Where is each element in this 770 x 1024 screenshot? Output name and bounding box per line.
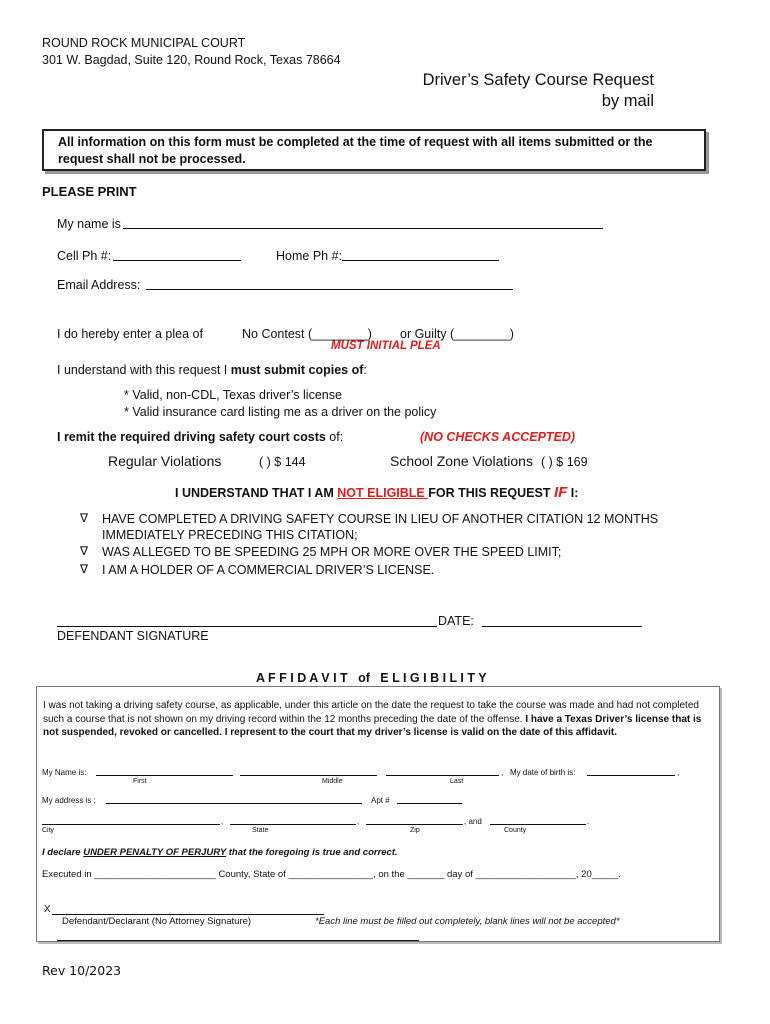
copies-item-insurance: * Valid insurance card listing me as a driver on the policy: [124, 405, 437, 419]
eligibility-suffix: I:: [567, 486, 579, 500]
eligibility-item-2: WAS ALLEGED TO BE SPEEDING 25 MPH OR MORE OVER THE SPEED LIMIT;: [102, 545, 562, 559]
costs-intro: [57, 430, 343, 444]
aff-county-caption: County: [504, 827, 527, 834]
aff-last-name-field[interactable]: [386, 775, 499, 776]
affidavit-paragraph-bold: I have a Texas Driver’s license that is not suspended, revoked or cancelled. I represent to the court that my driver’s license is valid on the date of this affidavit.: [43, 713, 702, 738]
aff-declare-post: that the foregoing is true and correct.: [226, 847, 398, 858]
aff-dob-field[interactable]: [587, 775, 675, 776]
aff-declarant-signature-field[interactable]: [52, 914, 324, 915]
school-zone-label: School Zone Violations: [390, 453, 533, 469]
home-phone-field[interactable]: [342, 260, 499, 261]
copies-intro-bold: must submit copies of: [230, 363, 364, 377]
aff-executed-line[interactable]: Executed in _______________________ County, State of ________________, on the _______ day of ___________________, 20_____.: [42, 869, 621, 880]
aff-city-field[interactable]: [42, 824, 220, 825]
aff-city-caption: City: [42, 827, 55, 834]
no-checks-accepted: (NO CHECKS ACCEPTED): [420, 430, 576, 444]
aff-first-caption: First: [133, 778, 147, 785]
costs-intro-bold: I remit the required driving safety court costs: [57, 430, 326, 444]
copies-item-license: * Valid, non-CDL, Texas driver’s license: [124, 388, 342, 402]
school-zone-amount[interactable]: ( ) $ 169: [541, 455, 588, 469]
triangle-bullet-icon: ∇: [80, 562, 89, 576]
email-label: Email Address:: [57, 278, 141, 292]
must-initial-plea: MUST INITIAL PLEA: [331, 340, 441, 352]
eligibility-pre: I UNDERSTAND THAT I AM: [175, 486, 338, 500]
aff-declaration: [42, 847, 398, 858]
aff-declare-under: UNDER PENALTY OF PERJURY: [83, 847, 227, 858]
eligibility-item-1-line-1: HAVE COMPLETED A DRIVING SAFETY COURSE IN LIEU OF ANOTHER CITATION 12 MONTHS: [102, 512, 659, 526]
defendant-signature-label: DEFENDANT SIGNATURE: [57, 629, 209, 643]
plea-no-contest[interactable]: No Contest (________): [242, 327, 372, 341]
aff-address-field[interactable]: [106, 803, 362, 804]
aff-first-name-field[interactable]: [96, 775, 233, 776]
please-print: PLEASE PRINT: [42, 184, 137, 199]
cell-phone-label: Cell Ph #:: [57, 249, 112, 263]
aff-county-field[interactable]: [490, 824, 586, 825]
aff-middle-name-field[interactable]: [240, 775, 377, 776]
aff-x-mark: X: [44, 904, 51, 915]
cell-phone-field[interactable]: [113, 260, 241, 261]
page-title: [423, 70, 654, 112]
defendant-signature-field[interactable]: [57, 626, 437, 627]
name-label: My name is: [57, 217, 121, 231]
notice-text: All information on this form must be completed at the time of request with all items submitted or the request shall not be processed.: [58, 135, 653, 166]
eligibility-heading: [175, 484, 578, 501]
court-address: 301 W. Bagdad, Suite 120, Round Rock, Texas 78664: [42, 53, 341, 67]
aff-apt-field[interactable]: [397, 803, 462, 804]
eligibility-if: IF: [553, 484, 568, 501]
title-line-1: Driver’s Safety Course Request: [422, 71, 654, 89]
court-name: ROUND ROCK MUNICIPAL COURT: [42, 36, 246, 50]
not-eligible: NOT ELIGIBLE: [337, 486, 429, 500]
aff-fill-note: *Each line must be filled out completely, blank lines will not be accepted*: [315, 916, 620, 927]
eligibility-post: FOR THIS REQUEST: [428, 486, 554, 500]
affidavit-paragraph: [43, 699, 711, 740]
aff-zip-field[interactable]: [366, 824, 463, 825]
date-label: DATE:: [438, 614, 474, 628]
affidavit-paragraph-normal: I was not taking a driving safety course, as applicable, under this article on the date the request to take the course was made and had not completed such a course that is not shown on my driving record within the 12 months preceding the date of the offense.: [43, 700, 699, 725]
affidavit-box: [36, 686, 720, 942]
aff-and-text: , and: [464, 817, 482, 826]
affidavit-heading: A F F I D A V I T of E L I G I B I L I T Y: [256, 671, 487, 685]
plea-guilty[interactable]: or Guilty (________): [400, 327, 514, 341]
home-phone-label: Home Ph #:: [276, 249, 343, 263]
regular-violations-label: Regular Violations: [108, 453, 222, 469]
copies-intro-post: :: [363, 363, 367, 377]
aff-apt-label: Apt #: [371, 796, 390, 805]
aff-declarant-label: Defendant/Declarant (No Attorney Signature): [62, 916, 252, 927]
aff-dob-label: My date of birth is:: [510, 768, 576, 777]
bottom-divider: [57, 940, 419, 941]
aff-state-field[interactable]: [230, 824, 356, 825]
triangle-bullet-icon: ∇: [80, 511, 89, 525]
notice-box: [42, 129, 706, 171]
regular-violations-amount[interactable]: ( ) $ 144: [259, 455, 306, 469]
date-field[interactable]: [482, 626, 642, 627]
eligibility-item-3: I AM A HOLDER OF A COMMERCIAL DRIVER’S LICENSE.: [102, 563, 435, 577]
aff-zip-caption: Zip: [410, 827, 420, 834]
email-field[interactable]: [146, 289, 513, 290]
revision-label: Rev 10/2023: [42, 963, 122, 978]
eligibility-item-1-line-2: IMMEDIATELY PRECEDING THIS CITATION;: [102, 528, 358, 542]
aff-middle-caption: Middle: [322, 778, 343, 785]
triangle-bullet-icon: ∇: [80, 544, 89, 558]
plea-intro: I do hereby enter a plea of: [57, 327, 203, 341]
costs-intro-post: of:: [325, 430, 344, 444]
copies-intro: [57, 363, 367, 377]
aff-name-label: My Name is:: [42, 768, 87, 777]
copies-intro-pre: I understand with this request I: [57, 363, 231, 377]
name-field[interactable]: [123, 228, 603, 229]
aff-address-label: My address is :: [42, 796, 96, 805]
title-line-2: by mail: [601, 92, 654, 110]
aff-declare-pre: I declare: [42, 847, 84, 858]
aff-state-caption: State: [252, 827, 269, 834]
aff-last-caption: Last: [450, 778, 464, 785]
